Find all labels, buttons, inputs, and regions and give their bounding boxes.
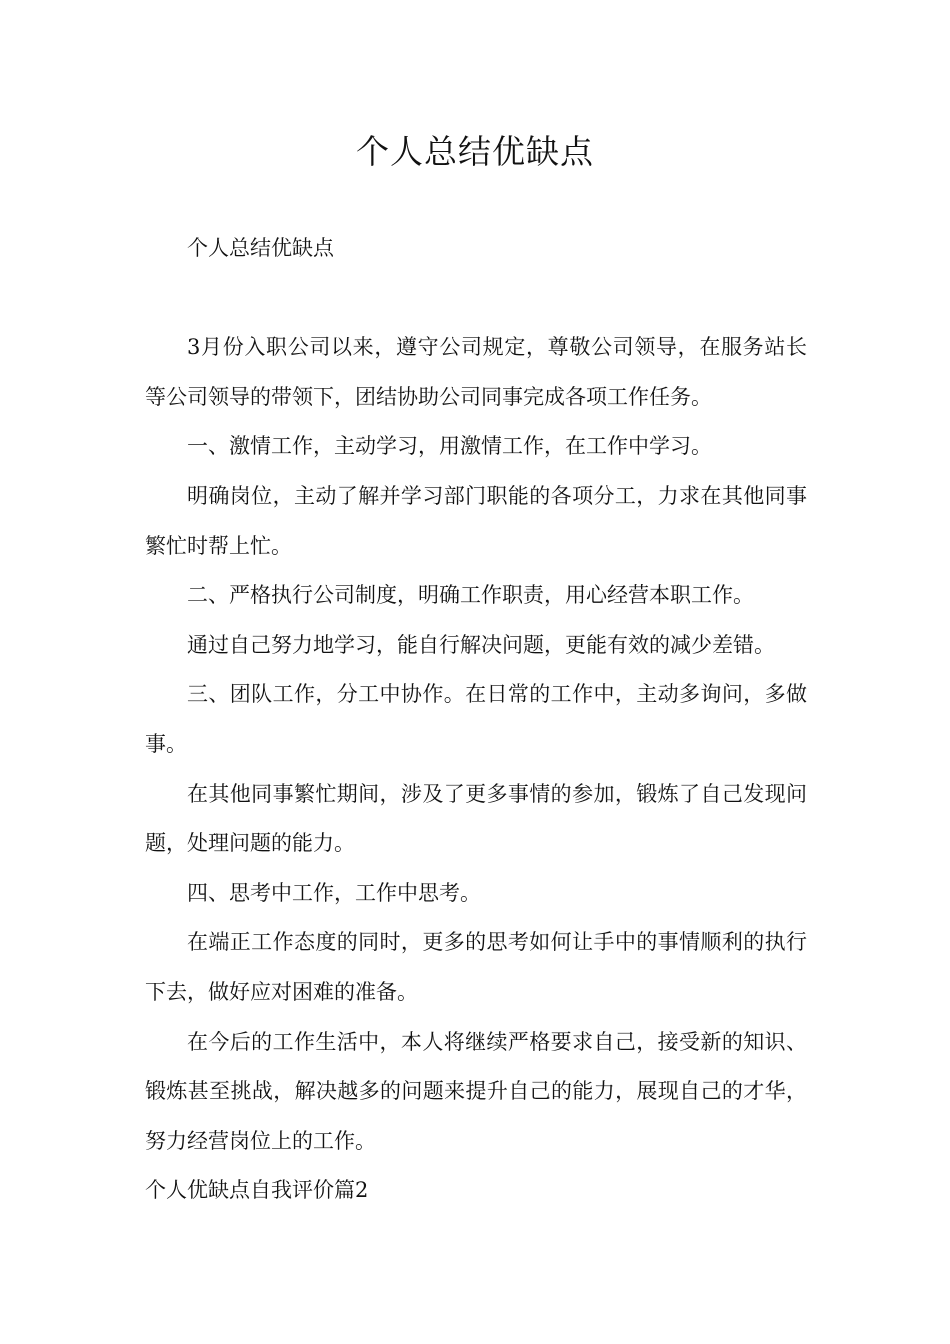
document-body: [145, 224, 807, 1216]
body-paragraph: 在其他同事繁忙期间，涉及了更多事情的参加，锻炼了自己发现问题，处理问题的能力。: [145, 781, 807, 856]
section-heading-1: 一、激情工作，主动学习，用激情工作，在工作中学习。: [187, 434, 712, 459]
body-paragraph: 在端正工作态度的同时，更多的思考如何让手中的事情顺利的执行下去，做好应对困难的准备。: [145, 930, 807, 1004]
section-heading-2: 二、严格执行公司制度，明确工作职责，用心经营本职工作。: [187, 583, 754, 608]
document-title: 个人总结优缺点: [356, 132, 594, 171]
next-section-title: 个人优缺点自我评价篇2: [145, 1178, 369, 1203]
section-heading-4: 四、思考中工作，工作中思考。: [187, 880, 481, 905]
subtitle-paragraph: 个人总结优缺点: [187, 236, 334, 260]
body-paragraph: 明确岗位，主动了解并学习部门职能的各项分工，力求在其他同事繁忙时帮上忙。: [145, 483, 807, 558]
section-heading-3: 三、团队工作，分工中协作。在日常的工作中，主动多询问，多做事。: [145, 682, 807, 756]
body-paragraph: 通过自己努力地学习，能自行解决问题，更能有效的减少差错。: [187, 632, 775, 657]
body-paragraph: 3月份入职公司以来，遵守公司规定，尊敬公司领导，在服务站长等公司领导的带领下，团结协助公司同事完成各项工作任务。: [145, 335, 807, 409]
body-paragraph: 在今后的工作生活中，本人将继续严格要求自己，接受新的知识、锻炼甚至挑战，解决越多的问题来提升自己的能力，展现自己的才华，努力经营岗位上的工作。: [145, 1029, 807, 1153]
